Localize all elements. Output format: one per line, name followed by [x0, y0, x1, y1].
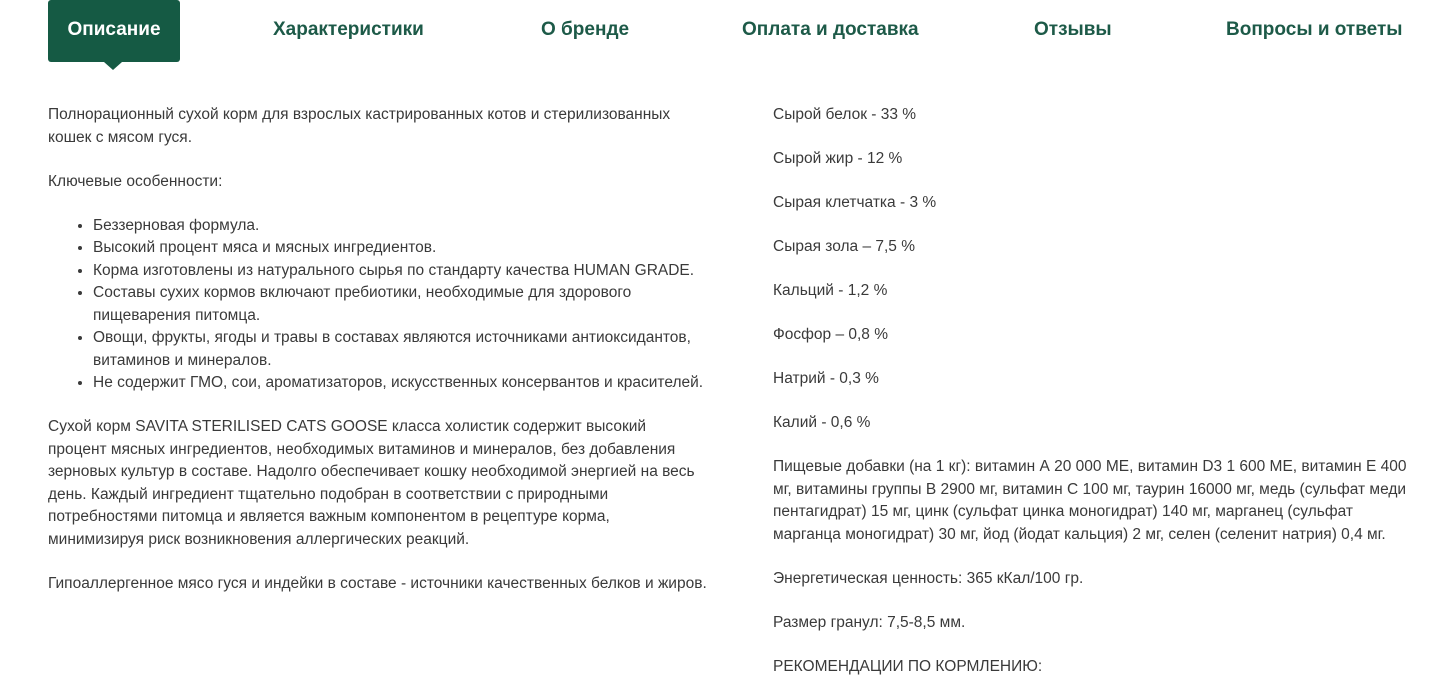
granule-size: Размер гранул: 7,5-8,5 мм. [773, 613, 966, 631]
features-list [48, 215, 708, 395]
nutrition-item: Сырой белок - 33 % [773, 106, 917, 123]
tab-reviews[interactable]: Отзывы [1034, 19, 1112, 40]
description-intro: Полнорационный сухой корм для взрослых кастрированных котов и стерилизованных кошек с мясом гуся. [48, 106, 671, 146]
feeding-recommendations-heading: РЕКОМЕНДАЦИИ ПО КОРМЛЕНИЮ: [773, 657, 1043, 675]
nutrition-item: Калий - 0,6 % [773, 414, 871, 431]
nutrition-column [773, 104, 1425, 700]
features-heading: Ключевые особенности: [48, 172, 223, 190]
product-tabs [48, 0, 1430, 62]
list-item: • Не содержит ГМО, сои, ароматизаторов, искусственных консервантов и красителей. [93, 372, 708, 395]
list-item: • Беззерновая формула. [93, 215, 708, 238]
tab-characteristics[interactable]: Характеристики [273, 19, 424, 40]
tab-about-brand[interactable]: О бренде [541, 19, 630, 40]
energy-value: Энергетическая ценность: 365 кКал/100 гр. [773, 569, 1084, 587]
nutrition-item: Натрий - 0,3 % [773, 370, 879, 387]
tab-questions-answers[interactable]: Вопросы и ответы [1226, 19, 1403, 40]
description-column [48, 104, 708, 617]
tab-payment-delivery[interactable]: Оплата и доставка [742, 19, 919, 40]
list-item: • Овощи, фрукты, ягоды и травы в составах являются источниками антиоксидантов, витаминов и минералов. [93, 327, 708, 372]
description-protein-paragraph: Гипоаллергенное мясо гуся и индейки в составе - источники качественных белков и жиров. [48, 574, 707, 592]
additives-text: Пищевые добавки (на 1 кг): витамин А 20 000 МЕ, витамин D3 1 600 МЕ, витамин Е 400 мг, витамины группы В 2900 мг, витамин С 100 мг, таурин 16000 мг, медь (сульфат меди пентагидрат) 15 мг, цинк (сульфат цинка моногидрат) 140 мг, марганец (сульфат марганца моногидрат) 30 мг, йод (йодат кальция) 2 мг, селен (селенит натрия) 0,4 мг. [773, 458, 1407, 543]
list-item: • Составы сухих кормов включают пребиотики, необходимые для здорового пищеварения питомца. [93, 282, 708, 327]
list-item: • Корма изготовлены из натурального сырья по стандарту качества HUMAN GRADE. [93, 260, 708, 283]
nutrition-item: Сырой жир - 12 % [773, 150, 903, 167]
nutrition-item: Сырая зола – 7,5 % [773, 238, 916, 255]
nutrition-item: Кальций - 1,2 % [773, 282, 888, 299]
nutrition-item: Сырая клетчатка - 3 % [773, 194, 937, 211]
tab-description[interactable]: Описание [48, 0, 180, 62]
nutrition-item: Фосфор – 0,8 % [773, 326, 889, 343]
list-item: • Высокий процент мяса и мясных ингредиентов. [93, 237, 708, 260]
description-main-paragraph: Сухой корм SAVITA STERILISED CATS GOOSE класса холистик содержит высокий процент мясных ингредиентов, необходимых витаминов и минералов, без добавления зерновых культур в составе. Надолго обеспечивает кошку необходимой энергией на весь день. Каждый ингредиент тщательно подобран в соответствии с природными потребностями питомца и является важным компонентом в рецептуре корма, минимизируя риск возникновения аллергических реакций. [48, 418, 695, 548]
